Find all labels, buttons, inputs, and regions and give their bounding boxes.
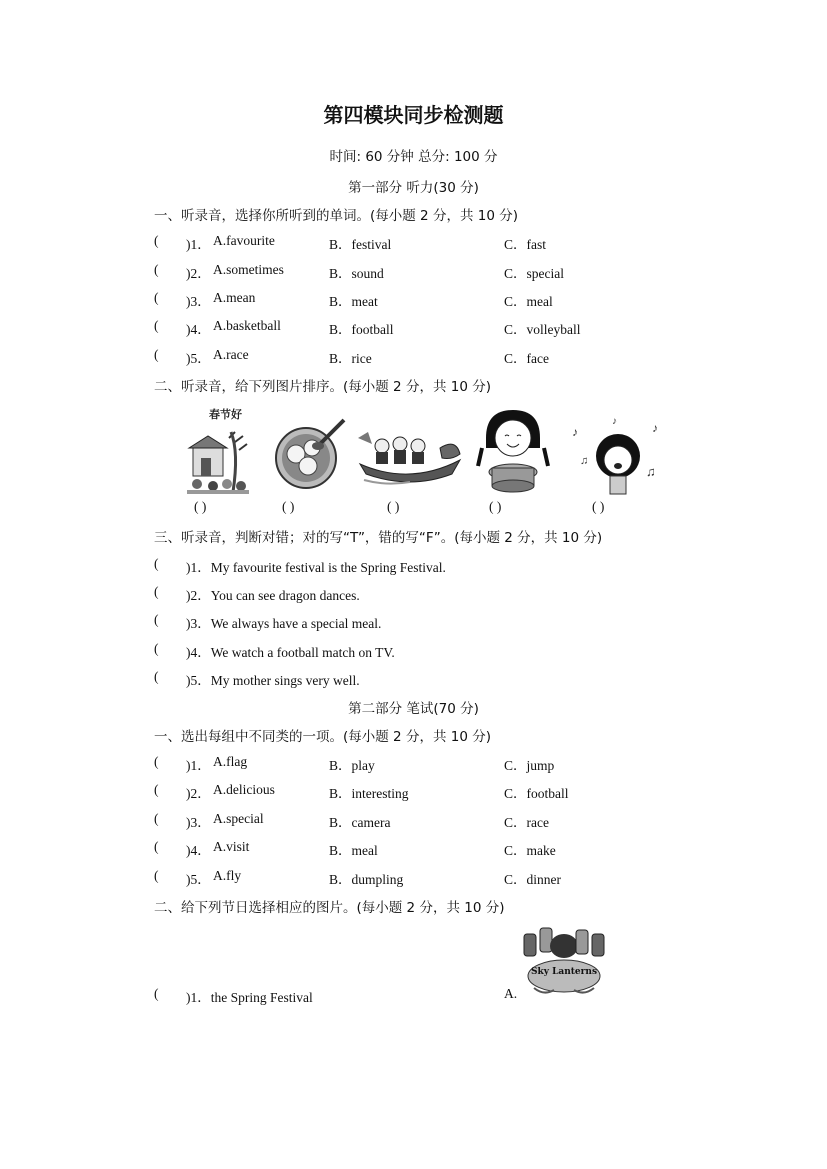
question-number: )2． — [186, 266, 211, 281]
question-number: )4． — [186, 322, 211, 337]
option-b: B．meat — [329, 294, 378, 309]
answer-paren[interactable]: ( — [154, 754, 159, 769]
svg-text:♪: ♪ — [612, 416, 617, 427]
statement-text: )3．We always have a special meal. — [186, 616, 382, 631]
girl-mooncake-icon — [476, 408, 550, 494]
part-one-label: 第一部分 听力(30 分) — [348, 180, 479, 196]
option-b: B．play — [329, 758, 375, 773]
svg-text:♫: ♫ — [580, 455, 589, 467]
answer-paren[interactable]: ( — [154, 347, 159, 362]
svg-text:♪: ♪ — [572, 425, 578, 439]
option-c: C．meal — [504, 294, 553, 309]
option-c: C．jump — [504, 758, 555, 773]
answer-paren[interactable]: ( — [154, 262, 159, 277]
picture-caption: 春节好 — [209, 408, 242, 421]
picture-answer-blank[interactable]: ( ) — [282, 499, 295, 514]
exam-meta: 时间: 60 分钟 总分: 100 分 — [329, 149, 498, 165]
svg-text:♪: ♪ — [652, 421, 658, 435]
picture-answer-blank[interactable]: ( ) — [194, 499, 207, 514]
option-b: B．football — [329, 322, 394, 337]
question-number: )5． — [186, 351, 211, 366]
option-b: B．camera — [329, 815, 391, 830]
part-two-label: 第二部分 笔试(70 分) — [348, 701, 479, 717]
picture-answer-blank[interactable]: ( ) — [387, 499, 400, 514]
question-number: )4． — [186, 843, 211, 858]
option-a: A.visit — [213, 839, 250, 854]
option-b: B．meal — [329, 843, 378, 858]
dragon-boat-icon — [356, 424, 464, 488]
question-number: )3． — [186, 815, 211, 830]
option-c: C．special — [504, 266, 564, 281]
statement-text: )2．You can see dragon dances. — [186, 588, 360, 603]
section-heading: 三、听录音，判断对错；对的写“T”，错的写“F”。(每小题 2 分，共 10 分) — [154, 530, 603, 546]
option-a: A.delicious — [213, 782, 275, 797]
answer-paren[interactable]: ( — [154, 868, 159, 883]
sky-lanterns-caption: Sky Lanterns — [530, 967, 598, 977]
option-a: A.fly — [213, 868, 242, 883]
picture-answer-blank[interactable]: ( ) — [592, 499, 605, 514]
section-heading: 一、听录音，选择你所听到的单词。(每小题 2 分，共 10 分) — [154, 208, 518, 224]
question-number: )1． — [186, 237, 211, 252]
option-a: A.basketball — [213, 318, 281, 333]
answer-paren[interactable]: ( — [154, 669, 159, 684]
answer-paren[interactable]: ( — [154, 782, 159, 797]
option-a: A.favourite — [213, 233, 275, 248]
option-c: C．face — [504, 351, 549, 366]
option-b: B．festival — [329, 237, 392, 252]
rice-dumplings-bowl-icon — [272, 414, 350, 494]
option-a: A.sometimes — [213, 262, 284, 277]
statement-text: )4．We watch a football match on TV. — [186, 645, 395, 660]
option-a: A. — [504, 986, 518, 1001]
girl-singing-icon — [566, 410, 670, 496]
page-title: 第四模块同步检测题 — [323, 103, 504, 127]
question-number: )5． — [186, 872, 211, 887]
option-c: C．make — [504, 843, 556, 858]
answer-paren[interactable]: ( — [154, 839, 159, 854]
option-c: C．volleyball — [504, 322, 581, 337]
answer-paren[interactable]: ( — [154, 641, 159, 656]
section-heading: 二、听录音，给下列图片排序。(每小题 2 分，共 10 分) — [154, 379, 491, 395]
answer-paren[interactable]: ( — [154, 811, 159, 826]
option-b: B．interesting — [329, 786, 409, 801]
answer-paren[interactable]: ( — [154, 612, 159, 627]
question-number: )3． — [186, 294, 211, 309]
question-number: )1． — [186, 758, 211, 773]
answer-paren[interactable]: ( — [154, 318, 159, 333]
question-number: )2． — [186, 786, 211, 801]
option-a: A.race — [213, 347, 249, 362]
option-a: A.flag — [213, 754, 248, 769]
answer-paren[interactable]: ( — [154, 233, 159, 248]
section-heading: 一、选出每组中不同类的一项。(每小题 2 分，共 10 分) — [154, 729, 491, 745]
festival-name: )1．the Spring Festival — [186, 990, 313, 1005]
option-c: C．fast — [504, 237, 546, 252]
answer-paren[interactable]: ( — [154, 584, 159, 599]
svg-text:♫: ♫ — [646, 464, 656, 479]
spring-festival-picture-icon — [183, 402, 255, 498]
answer-paren[interactable]: ( — [154, 986, 159, 1001]
picture-answer-blank[interactable]: ( ) — [489, 499, 502, 514]
answer-paren[interactable]: ( — [154, 556, 159, 571]
option-b: B．dumpling — [329, 872, 404, 887]
option-b: B．rice — [329, 351, 372, 366]
option-a: A.mean — [213, 290, 256, 305]
statement-text: )1．My favourite festival is the Spring Festival. — [186, 560, 446, 575]
option-c: C．football — [504, 786, 569, 801]
option-a: A.special — [213, 811, 264, 826]
answer-paren[interactable]: ( — [154, 290, 159, 305]
option-b: B．sound — [329, 266, 384, 281]
statement-text: )5．My mother sings very well. — [186, 673, 360, 688]
section-heading: 二、给下列节日选择相应的图片。(每小题 2 分，共 10 分) — [154, 900, 505, 916]
option-c: C．race — [504, 815, 549, 830]
option-c: C．dinner — [504, 872, 561, 887]
sky-lanterns-icon — [518, 926, 610, 998]
